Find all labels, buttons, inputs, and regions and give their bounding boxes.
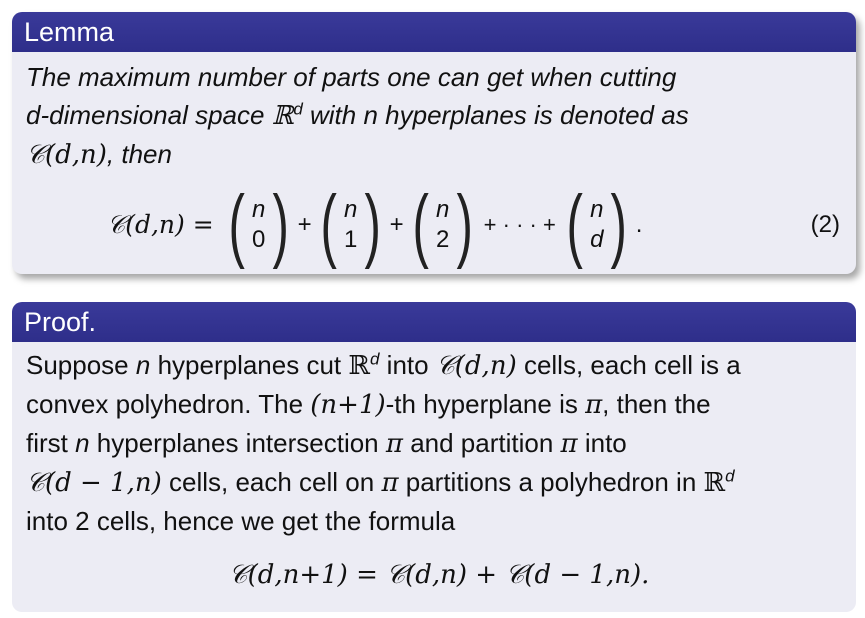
equation-lhs: 𝒞(d,n) = [107,210,214,239]
var-n: n [135,350,151,380]
dimension-exponent: d [293,99,303,119]
plus-sign: + [389,211,404,238]
text: , then the [602,389,711,419]
recurrence-formula: 𝒞(d,n+1) = 𝒞(d,n) + 𝒞(d − 1,n). [228,560,650,590]
text: convex polyhedron. The [26,389,311,419]
text: cells, each cell is a [516,350,741,380]
lemma-line-3-end: , then [106,139,172,169]
equation-period: . [635,211,643,238]
ellipsis-plus: + · · · + [483,212,556,237]
var-n: n [75,428,90,458]
binom-top: n [590,196,604,223]
real-space-symbol: ℝ [348,351,370,381]
pi-symbol: π [385,429,403,459]
binom-top: n [344,196,358,223]
text: and partition [402,428,561,458]
proof-line-5: into 2 cells, hence we get the formula [26,506,456,536]
c-dn-symbol: 𝒞(d,n) [435,351,517,381]
text: into [379,350,436,380]
text: into [577,428,627,458]
equation-number: (2) [810,211,840,238]
dimension-exponent: d [369,349,380,369]
real-space-symbol: ℝ [703,468,726,498]
c-dn-symbol: 𝒞(d,n) [26,140,107,170]
binomial-n-1: ( n 1 ) [320,179,382,270]
c-d-minus-1-n-symbol: 𝒞(d − 1,n) [26,468,162,498]
proof-line-4 [26,463,842,502]
proof-title: Proof. [12,302,856,342]
binomial-n-d: ( n d ) [566,179,628,270]
binom-bottom: d [590,226,604,253]
proof-line-1 [26,346,842,385]
binom-top: n [252,196,266,223]
binom-bottom: 1 [344,226,358,253]
pi-symbol: π [585,390,603,420]
real-space-symbol: ℝ [271,101,294,131]
proof-line-3 [26,424,842,463]
pi-symbol: π [560,429,578,459]
dimension-exponent: d [725,466,735,486]
lemma-line-2-end: with n hyperplanes is denoted as [302,100,689,130]
pi-symbol: π [381,468,399,498]
text: first [26,428,76,458]
text: cells, each cell on [161,467,382,497]
binomial-n-2: ( n 2 ) [412,179,474,270]
lemma-title: Lemma [12,12,856,52]
binomial-n-0: ( n 0 ) [228,179,290,270]
n-plus-1: (n+1) [310,390,386,420]
lemma-line-1: The maximum number of parts one can get when cutting [26,62,677,92]
text: hyperplanes cut [150,350,349,380]
text: hyperplanes intersection [89,428,386,458]
proof-block [12,302,856,612]
proof-text [12,342,856,540]
plus-sign: + [297,211,312,238]
binom-bottom: 2 [436,226,450,253]
lemma-statement [12,52,856,174]
lemma-equation [12,179,856,270]
lemma-line-2-start: d-dimensional space [26,100,272,130]
binom-bottom: 0 [252,226,266,253]
proof-line-2 [26,385,842,424]
text: Suppose [26,350,136,380]
binom-top: n [436,196,450,223]
lemma-block [12,12,856,274]
text: -th hyperplane is [385,389,586,419]
text: partitions a polyhedron in [398,467,704,497]
lemma-line-2 [26,96,842,135]
lemma-line-3 [26,135,842,174]
